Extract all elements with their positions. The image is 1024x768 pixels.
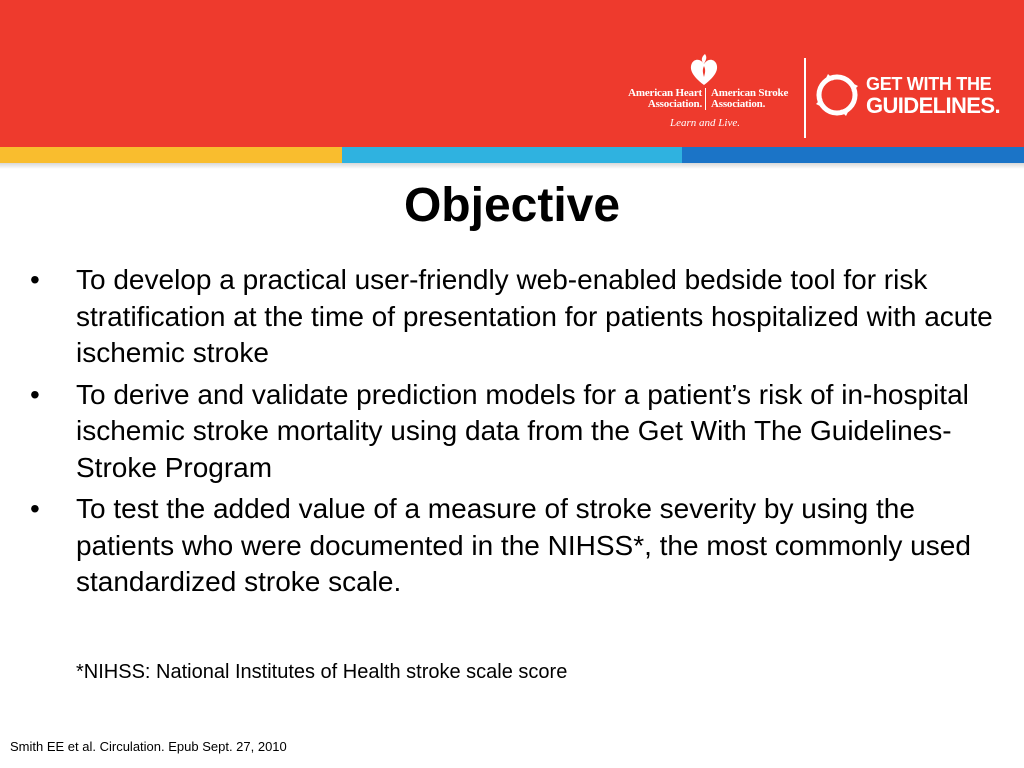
aha-name: American Heart Association.	[628, 87, 702, 110]
bullet-text: To develop a practical user-friendly web-enabled bedside tool for risk stratification at the time of presentation for patients hospitalized with acute ischemic stroke	[76, 264, 993, 368]
bullet-dot: •	[30, 264, 40, 295]
list-item	[30, 491, 1000, 601]
heart-torch-icon	[686, 52, 722, 88]
objective-list	[30, 262, 1000, 606]
footnote: *NIHSS: National Institutes of Health stroke scale score	[76, 661, 568, 683]
tagline: Learn and Live.	[670, 117, 740, 129]
list-item	[30, 377, 1000, 487]
program-logo-line2: GUIDELINES.	[866, 93, 1000, 118]
slide-title: Objective	[403, 179, 621, 232]
circular-arrows-icon	[812, 70, 862, 120]
aha-separator	[705, 88, 706, 110]
asa-name: American Stroke Association.	[711, 87, 789, 110]
dark-blue-stripe	[682, 147, 1024, 163]
program-logo-text	[866, 74, 1000, 116]
bullet-dot: •	[30, 378, 40, 410]
bullet-dot: •	[30, 493, 40, 524]
program-logo-line1: GET WITH THE	[866, 74, 992, 94]
color-stripes	[0, 147, 1024, 163]
list-item	[30, 262, 1000, 372]
header-shadow	[0, 163, 1024, 169]
light-blue-stripe	[342, 147, 682, 163]
logo-divider	[804, 58, 806, 138]
bullet-text: To derive and validate prediction models for a patient’s risk of in-hospital ischemic stroke mortality using data from the Get With The Guidelines-Stroke Program	[76, 378, 969, 483]
yellow-stripe	[0, 147, 342, 163]
bullet-text: To test the added value of a measure of stroke severity by using the patients who were documented in the NIHSS*, the most commonly used standardized stroke scale.	[76, 493, 971, 597]
citation: Smith EE et al. Circulation. Epub Sept. 27, 2010	[10, 739, 287, 754]
